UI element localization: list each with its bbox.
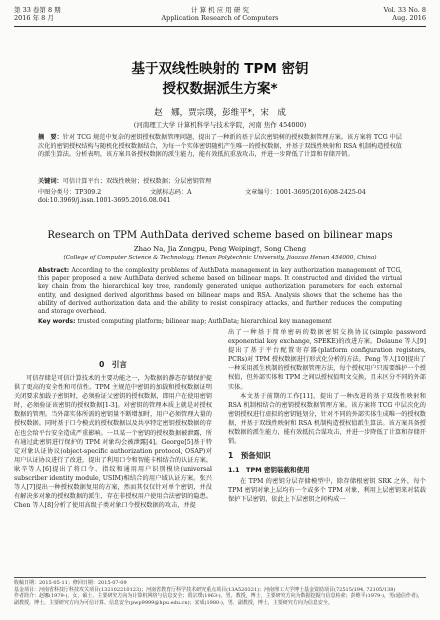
intro-paragraph-continued: 出了一种基于简单密码的数据密钥交换协议(simple password exponential key exchange, SPEKE)的改进方案。Delaune 等人[9]提出了基于平台配置寄存器(platform configuration registers, PCRs)对 TPM 授权数据进行形式化分析的方法。Peng 等人[10]提出了一种采用派生机制的授权数据管理方法，每个授权用户只需要维护一个授权值，但外部实体和 TPM 之间以授权值明文交换，且未区分不同的外部实体。 (228, 329, 426, 391)
journal-name-header (0, 6, 440, 22)
footnote (14, 577, 426, 606)
journal-volume-header-en (384, 6, 426, 22)
intro-paragraph-2: 本文基于前期的工作[11]，提出了一种改进的基于双线性映射和 RSA 机制相结合的密钥授权数据管理方案。该方案将 TCG 中层次化的密钥授权进行虚拟的密钥链划分，针对不同的外部实体生成唯一的授权数据，并基于双线性映射和 RSA 机制构造授权值派生算法。该方案具备授权数据的派生能力，能有效抵抗合谋攻击，并进一步降低了计算和存储开销。 (228, 392, 426, 446)
journal-name-cn: 计 算 机 应 用 研 究 (191, 6, 249, 14)
issue-date-en: Aug. 2016 (392, 14, 426, 22)
doi: doi:10.3969/j.issn.1001-3695.2016.08.041 (38, 197, 171, 204)
subsection-tpm-key-heading: 1.1 TPM 密钥装载和使用 (228, 466, 310, 475)
article-number: 文章编号：1001-3695(2016)08-2425-04 (245, 189, 366, 196)
section-introduction-heading: 0 引言 (99, 360, 127, 369)
keywords-cn-label: 关键词： (38, 178, 63, 185)
english-affiliation: (College of Computer Science & Technology, Henan Polytechnic University, Jiaozuo Henan 454000, China) (63, 255, 377, 261)
header-rule (14, 26, 426, 27)
volume-issue-en: Vol. 33 No. 8 (383, 6, 426, 14)
footnote-received: 收稿日期：2015-05-11；修回日期：2015-07-09 (14, 580, 127, 586)
clc-number: 中图分类号：TP309.2 (38, 189, 102, 196)
english-authors: Zhao Na, Jia Zongpu, Peng Weiping†, Song Cheng (133, 245, 307, 253)
paper-title-line2: 授权数据派生方案* (162, 81, 278, 97)
right-column (228, 328, 426, 505)
english-title: Research on TPM AuthData derived scheme based on bilinear maps (47, 230, 393, 241)
english-abstract-label: Abstract: (38, 267, 70, 274)
english-abstract (38, 267, 402, 326)
footnote-fund: 基金项目：河南省科技厅科技攻关项目(132102210123)；河南省教育厅科学技术研究重点项目(13A520321)；河南理工大学博士基金资助项目(72515/194, 72105/138) (14, 586, 396, 593)
section-preliminaries-heading: 1 预备知识 (228, 451, 271, 461)
document-code: 文献标志码：A (150, 189, 192, 196)
english-keywords-label: Key words: (38, 318, 76, 326)
paper-authors: 赵 娜，贾宗璞，彭维平*，宋 成 (154, 108, 286, 118)
keywords-cn-text: 可信计算平台；双线性映射；授权数据；分层密钥管理 (62, 178, 212, 185)
journal-name-en: Application Research of Computers (161, 14, 279, 22)
keywords-cn (38, 178, 402, 187)
abstract-cn-label: 摘 要： (38, 134, 63, 141)
paper-title-line1: 基于双线性映射的 TPM 密钥 (131, 61, 309, 77)
english-keywords-text: trusted computing platform; bilinear map; AuthData; hierarchical key management (77, 318, 332, 326)
english-abstract-text: According to the complexity problems of AuthData management in key authorization management of TCG, this paper proposed a new AuthData derived scheme based on bilinear maps. It constructed and divided the virtual key chain from the hierarchical key tree, randomly generated unique authorization parameters for each external entity, and designed derived algorithms based on bilinear maps and RSA. Analysis shows that the scheme has the ability of derived authorization data and the ability to resist conspiracy attacks, and further reduces the computing and storage overhead. (38, 267, 402, 316)
paper-affiliation: (河南理工大学 计算机科学与技术学院，河南 焦作 454000) (133, 121, 307, 129)
issue-date: 2016 年 8 月 (14, 14, 54, 22)
abstract-cn-text: 针对 TCG 规范中复杂的密钥授权数据管理问题，提出了一种新的基于层次密钥树的授权数据管理方案。该方案将 TCG 中层次化的密钥授权结构与随机化授权数据结合，为每一个实体密钥随机产生唯一的授权数据，并基于双线性映射和 RSA 机制构造授权值的派生算法。分析表明，该方案具备授权数据的派生能力，能有效抵抗重放攻击，并进一步降低了计算和存储开销。 (38, 134, 402, 159)
volume-issue: 第 33 卷第 8 期 (14, 6, 61, 14)
left-column (14, 355, 212, 510)
footnote-bio: 作者简介：赵娜(1979-)，女，硕士，主要研究方向为计算机网络与信息安全；贾宗璞(1963-)，男，教授，博士，主要研究方向为数据挖掘与信息检索；彭维平(1979-)，男(通信作者)，副教授，博士，主要研究方向为可信计算、信息安全(pwp9999@hpu.edu.cn)；宋成(1980-)，男，副教授，博士，主要研究方向为信息安全。 (14, 593, 423, 606)
preliminaries-paragraph-1: 在 TPM 的密钥分层存储模型中，除存储根密钥 SRK 之外，每个 TPM 密钥对象上层均有一个或多个 TPM 对象，利用上层密钥来对装载保护下层密钥，依此上下层密钥之间构成一 (228, 478, 426, 504)
abstract-cn (38, 134, 402, 160)
intro-paragraph-1: 可信存储是可信计算技术的主要功能之一，为数据的静态存储保护提供了更高的安全性和可信性。TPM 主规范中密钥的加载和授权数据证明关闭要求加载子密钥时，必须验证父密钥的授权数据，即用户在使用密钥时，必须验证该密钥的授权数据[1-3]。对密钥的管理本质上就是对授权数据的管理。当外部实体所需的密钥量不断增加时，用户必须管理大量的授权数据。同时基于口令模式的授权数据以及共享特定密钥授权数据的存在也会给平台安全造成严重影响。一旦某一个密钥的授权数据被泄露，所有通过此密钥进行保护的 TPM 对象均会被泄露[4]。George[5]基于特定对象认证协议(object-specific authorization protocol, OSAP)对用户认证协议进行了改进，提出了利用口令和智能卡相结合的认证方案。耿辛等人[6]提出了将口令、指纹和通用用户识别模块(universal subscriber identity module, USIM)相结合的用户域认证方案。张兴等人[7]提出一种授权数据复用的方案，然而其仅仅针对单个密钥，并没有解决多对象的授权数据的派生，存在非授权用户使用合法密钥的隐患。Chen 等人[8]分析了使用高级子类对象口令授权数据的攻击，并提 (14, 375, 212, 510)
